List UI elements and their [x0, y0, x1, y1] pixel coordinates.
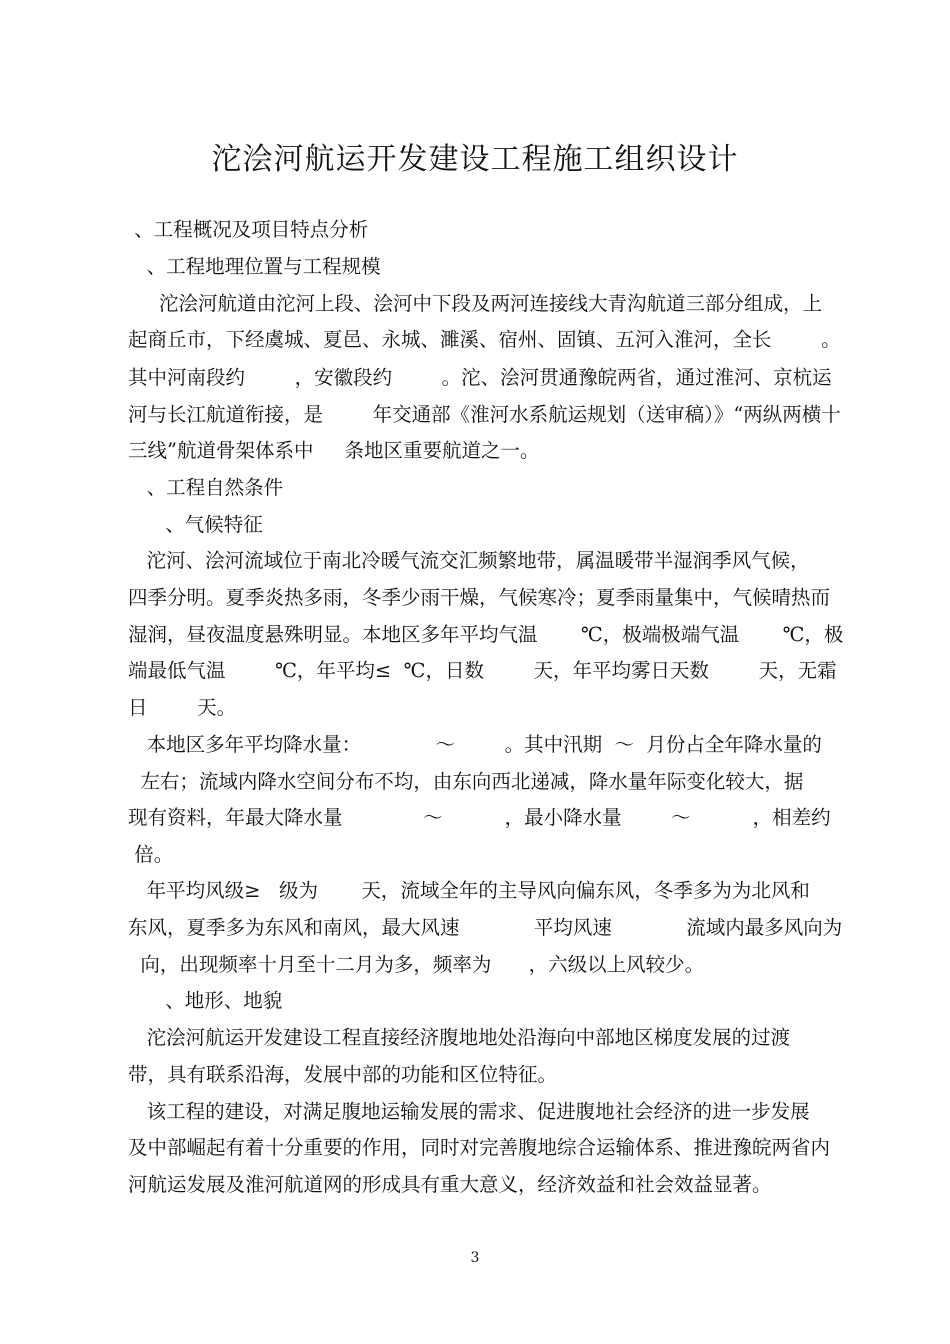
body-line: 倍。	[128, 843, 174, 866]
document-title: 沱浍河航运开发建设工程施工组织设计	[211, 142, 739, 177]
body-line: 其中河南段约 ，安徽段约 。沱、浍河贯通豫皖两省，通过淮河、京杭运	[128, 366, 832, 389]
body-line: 端最低气温 ℃，年平均≤ ℃，日数 天，年平均雾日天数 天，无霜	[128, 659, 837, 682]
subsection-heading: 、工程地理位置与工程规模	[128, 255, 381, 278]
body-line: 日 天。	[128, 696, 237, 719]
body-line: 三线”航道骨架体系中 条地区重要航道之一。	[128, 439, 540, 462]
subsection-heading: 、地形、地貌	[128, 989, 283, 1012]
page-number: 3	[470, 1250, 480, 1266]
body-line: 该工程的建设，对满足腹地运输发展的需求、促进腹地社会经济的进一步发展	[128, 1100, 810, 1123]
body-line: 四季分明。夏季炎热多雨，冬季少雨干燥，气候寒冷；夏季雨量集中，气候晴热而	[128, 586, 831, 609]
body-line: 湿润，昼夜温度悬殊明显。本地区多年平均气温 ℃，极端极端气温 ℃，极	[128, 623, 844, 646]
body-line: 河与长江航道衔接，是 年交通部《淮河水系航运规划（送审稿）》“两纵两横十	[128, 403, 841, 426]
body-line: 河航运发展及淮河航道网的形成具有重大意义，经济效益和社会效益显著。	[128, 1173, 772, 1196]
body-line: 及中部崛起有着十分重要的作用，同时对完善腹地综合运输体系、推进豫皖两省内	[128, 1136, 831, 1159]
section-heading: 、工程概况及项目特点分析	[128, 218, 369, 241]
body-line: 左右；流域内降水空间分布不均，由东向西北递减，降水量年际变化较大，据	[128, 770, 804, 793]
body-line: 东风，夏季多为东风和南风，最大风速 平均风速 流域内最多风向为	[128, 916, 843, 939]
body-line: 本地区多年平均降水量： ～ 。其中汛期 ～ 月份占全年降水量的	[128, 733, 822, 756]
subsection-heading: 、工程自然条件	[128, 476, 284, 499]
body-line: 年平均风级≥ 级为 天，流域全年的主导风向偏东风，冬季多为为北风和	[128, 879, 810, 902]
body-line: 沱浍河航道由沱河上段、浍河中下段及两河连接线大青沟航道三部分组成，上	[128, 292, 822, 315]
body-line: 现有资料，年最大降水量 ～ ，最小降水量 ～ ，相差约	[128, 806, 831, 829]
body-line: 向，出现频率十月至十二月为多，频率为 ，六级以上风较少。	[128, 953, 705, 976]
body-line: 带，具有联系沿海，发展中部的功能和区位特征。	[128, 1063, 558, 1086]
body-line: 起商丘市，下经虞城、夏邑、永城、濉溪、宿州、固镇、五河入淮河，全长 。	[128, 328, 841, 351]
subsection-heading: 、气候特征	[128, 513, 263, 536]
body-line: 沱浍河航运开发建设工程直接经济腹地地处沿海向中部地区梯度发展的过渡	[128, 1026, 791, 1049]
body-line: 沱河、浍河流域位于南北冷暖气流交汇频繁地带，属温暖带半湿润季风气候，	[128, 549, 810, 572]
